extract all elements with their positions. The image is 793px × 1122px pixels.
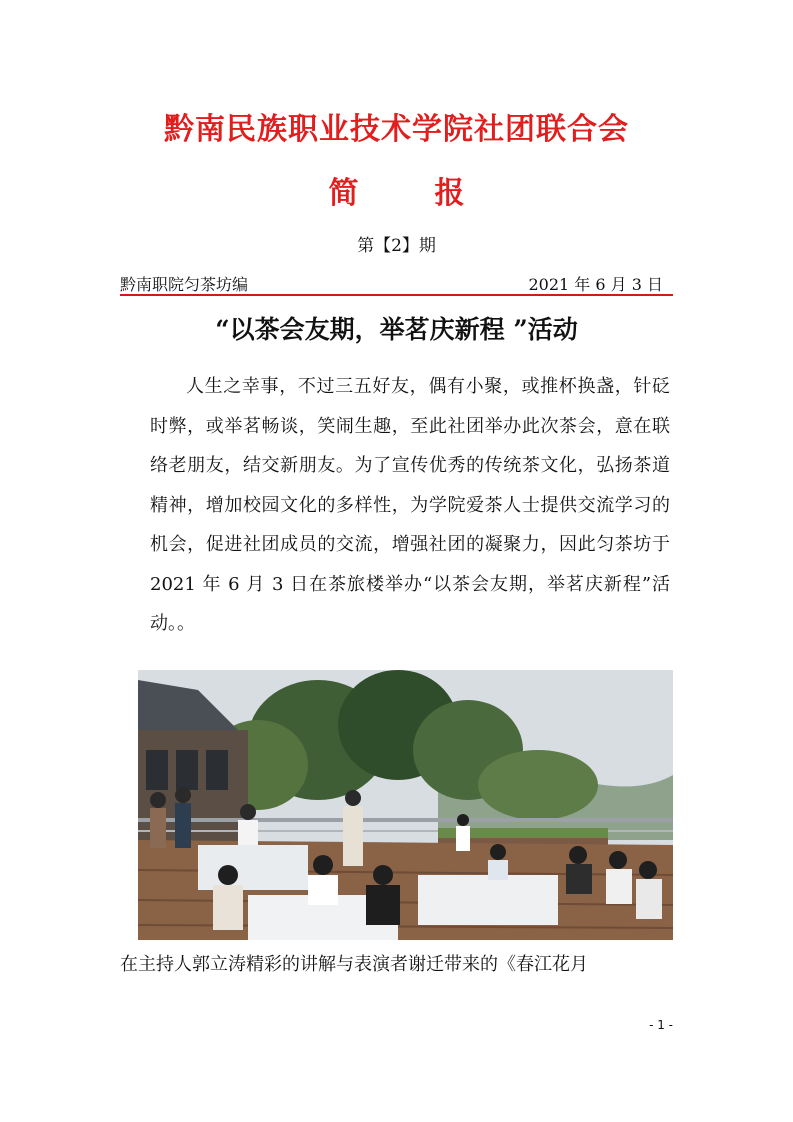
event-photo (138, 670, 673, 940)
page-number: - 1 - (649, 1018, 673, 1032)
issue-date: 2021 年 6 月 3 日 (528, 275, 663, 294)
photo-caption: 在主持人郭立涛精彩的讲解与表演者谢迁带来的《春江花月 (120, 954, 588, 975)
doc-type-part1: 简 (328, 176, 359, 211)
org-title: 黔南民族职业技术学院社团联合会 (164, 112, 629, 147)
doc-type-part2: 报 (434, 176, 465, 211)
article-title: “以茶会友期，举茗庆新程 ”活动 (215, 315, 578, 344)
article-paragraph: 人生之幸事，不过三五好友，偶有小聚，或推杯换盏，针砭时弊，或举茗畅谈，笑闹生趣，至此社团举办此次茶会，意在联络老朋友，结交新朋友。为了宣传优秀的传统茶文化，弘扬茶道精神，增加校园文化的多样性，为学院爱茶人士提供交流学习的机会，促进社团成员的交流，增强社团的凝聚力，因此匀茶坊于 2021 年 6 月 3 日在茶旅楼举办“以茶会友期，举茗庆新程”活动。。 (150, 376, 670, 634)
editor-label: 黔南职院匀茶坊编 (120, 275, 249, 294)
doc-type-title (0, 168, 793, 212)
meta-row (120, 272, 673, 296)
issue-number: 第【2】期 (357, 236, 436, 256)
